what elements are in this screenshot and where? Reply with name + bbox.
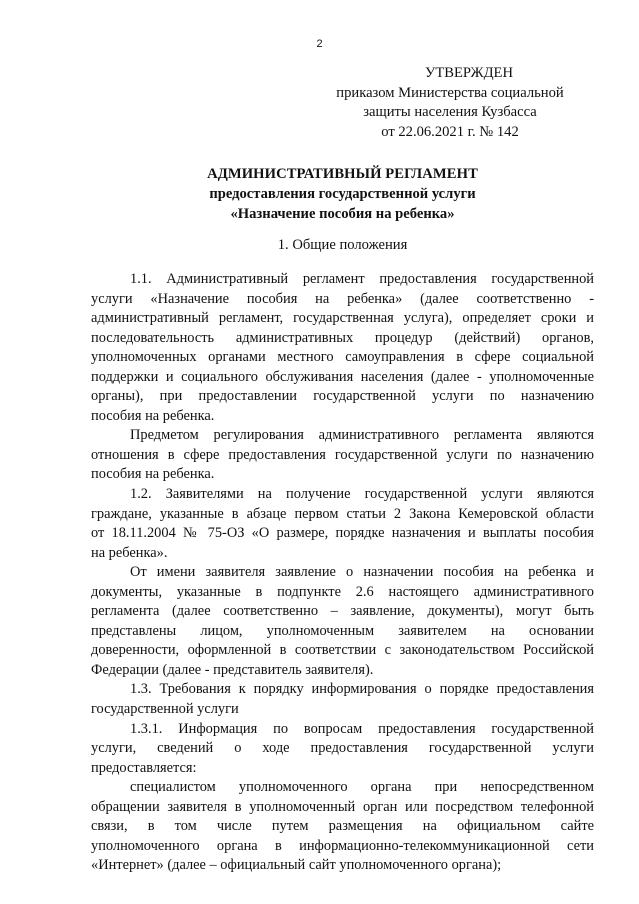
approval-ministry-line: защиты населения Кузбасса (363, 104, 537, 120)
paragraph-line: поддержки и социального обслуживания населения (далее - уполномоченные (91, 368, 594, 385)
paragraph-line: «Интернет» (далее – официальный сайт уполномоченного органа); (91, 857, 502, 874)
paragraph (91, 426, 594, 485)
paragraph-line: От имени заявителя заявление о назначении пособия на ребенка и (130, 564, 594, 581)
paragraph-line: отношения в сфере предоставления государственной услуги по назначению (91, 446, 594, 463)
paragraph-line: от 18.11.2004 № 75-ОЗ «О размере, порядке назначения и выплаты пособия (91, 525, 594, 542)
page-number: 2 (316, 38, 323, 50)
paragraph-line: пособия на ребенка. (91, 407, 215, 424)
paragraph-line: связи, в том числе путем размещения на официальном сайте (91, 818, 594, 835)
paragraph-line: обращении заявителя в уполномоченный орган или посредством телефонной (91, 798, 594, 815)
paragraph-line: на ребенка». (91, 544, 168, 561)
approval-order-line: приказом Министерства социальной (336, 84, 564, 101)
approval-stamp (320, 64, 580, 142)
paragraph-line: специалистом уполномоченного органа при непосредственном (130, 779, 594, 796)
paragraph-line: 1.2. Заявителями на получение государственной услуги являются (130, 486, 594, 503)
paragraph-line: Предметом регулирования административного регламента являются (130, 427, 594, 444)
paragraph-line: доверенности, оформленной в соответствии с законодательством Российской (91, 642, 594, 659)
paragraph (91, 720, 594, 779)
document-subtitle: предоставления государственной услуги (209, 186, 476, 202)
paragraph-line: пособия на ребенка. (91, 466, 215, 483)
paragraph-line: органы), при предоставлении государственной услуги по назначению (91, 388, 594, 405)
approval-heading: УТВЕРЖДЕН (425, 65, 513, 81)
document-title-block (91, 164, 594, 224)
paragraph-line: административный регламент, государственная услуга), определяет сроки и (91, 310, 594, 327)
paragraph (91, 680, 594, 719)
paragraph-line: 1.3.1. Информация по вопросам предоставления государственной (130, 720, 594, 737)
paragraph-line: документы, указанные в подпункте 2.6 настоящего административного (91, 583, 594, 600)
paragraph-line: 1.3. Требования к порядку информирования о порядке предоставления (130, 681, 594, 698)
paragraph-line: услуги, сведений о ходе предоставления государственной услуги (91, 740, 594, 757)
paragraph-line: 1.1. Административный регламент предоставления государственной (130, 271, 594, 287)
section-heading: 1. Общие положения (277, 237, 408, 253)
paragraph-line: уполномоченного органа в информационно-телекоммуникационной сети (91, 837, 594, 854)
paragraph (91, 485, 594, 563)
paragraph-line: граждане, указанные в абзаце первом статьи 2 Закона Кемеровской области (91, 505, 594, 522)
paragraph-line: государственной услуги (91, 701, 239, 718)
paragraph-line: предоставляется: (91, 759, 197, 776)
paragraph-line: последовательность административных процедур (действий) органов, (91, 329, 594, 346)
paragraph-line: регламента (далее соответственно – заявление, документы), могут быть (91, 603, 594, 620)
service-name: «Назначение пособия на ребенка» (230, 206, 455, 222)
approval-date-line: от 22.06.2021 г. № 142 (381, 123, 519, 140)
paragraph-line: представлены лицом, уполномоченным заявителем на основании (91, 622, 594, 639)
document-title: АДМИНИСТРАТИВНЫЙ РЕГЛАМЕНТ (207, 166, 478, 182)
paragraph-line: Федерации (далее - представитель заявителя). (91, 661, 374, 678)
paragraph (91, 778, 594, 876)
paragraph (91, 563, 594, 680)
paragraph-line: услуги «Назначение пособия на ребенка» (далее соответственно - (91, 290, 594, 307)
paragraph (91, 270, 594, 426)
document-body (91, 270, 594, 876)
paragraph-line: уполномоченных органами местного самоуправления в сфере социальной (91, 349, 594, 366)
